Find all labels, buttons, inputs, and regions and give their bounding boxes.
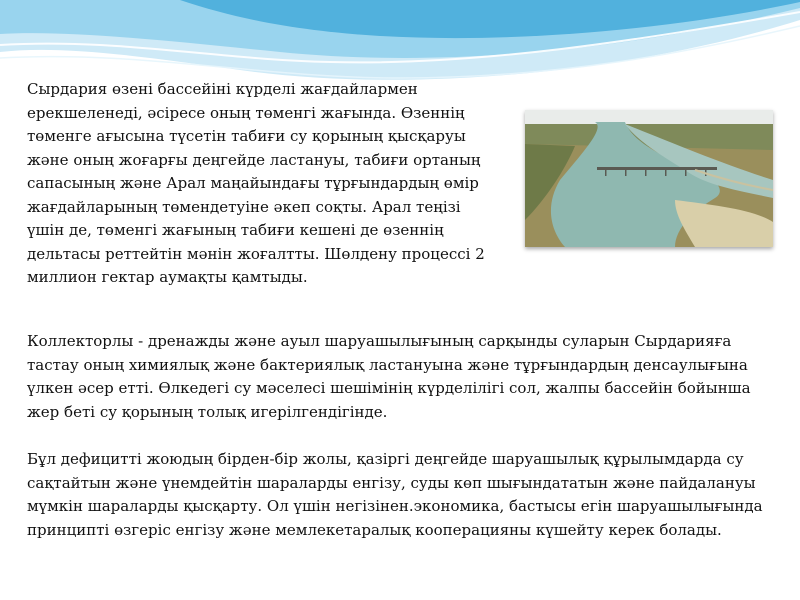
paragraph-solution: Бұл дефицитті жоюдың бірден-бір жолы, қазіргі деңгейде шаруашылық құрылымдарда су сақтайтын және үнемдейтін шараларды енгізу, суды көп шығындататын және пайдалануы мүмкін шараларды қысқарту. Ол үшін негізінен.экономика, бастысы егін шаруашылығында принципті өзгеріс енгізу және мемлекетаралық кооперацияны күшейту керек болады.: [27, 450, 763, 539]
paragraph-collector: Коллекторлы - дренажды және ауыл шаруашылығының сарқынды суларын Сырдарияға тастау оның химиялық және бактериялық ластануына және тұрғындардың денсаулығына үлкен әсер етті. Өлкедегі су мәселесі шешімінің күрделілігі сол, жалпы бассейін бойынша жер беті су қорының толық игерілгендігінде.: [27, 332, 751, 421]
river-photo: [525, 110, 773, 247]
paragraph-intro: Сырдария өзені бассейіні күрделі жағдайлармен ерекшеленеді, әсіресе оның төменгі жағында. Өзеннің төменге ағысына түсетін табиғи су қорының қысқаруы және оның жоғарғы деңгейде ластануы, табиғи ортаның сапасының және Арал маңайындағы тұрғындардың өмір жағдайларының төмендетуіне әкеп соқты. Арал теңізі үшін де, төменгі жағының табиғи кешені де өзеннің дельтасы реттейтін мәнін жоғалтты. Шөлдену процессі 2 миллион гектар аумақты қамтыды.: [27, 80, 485, 286]
photo-bridge: [597, 167, 717, 170]
